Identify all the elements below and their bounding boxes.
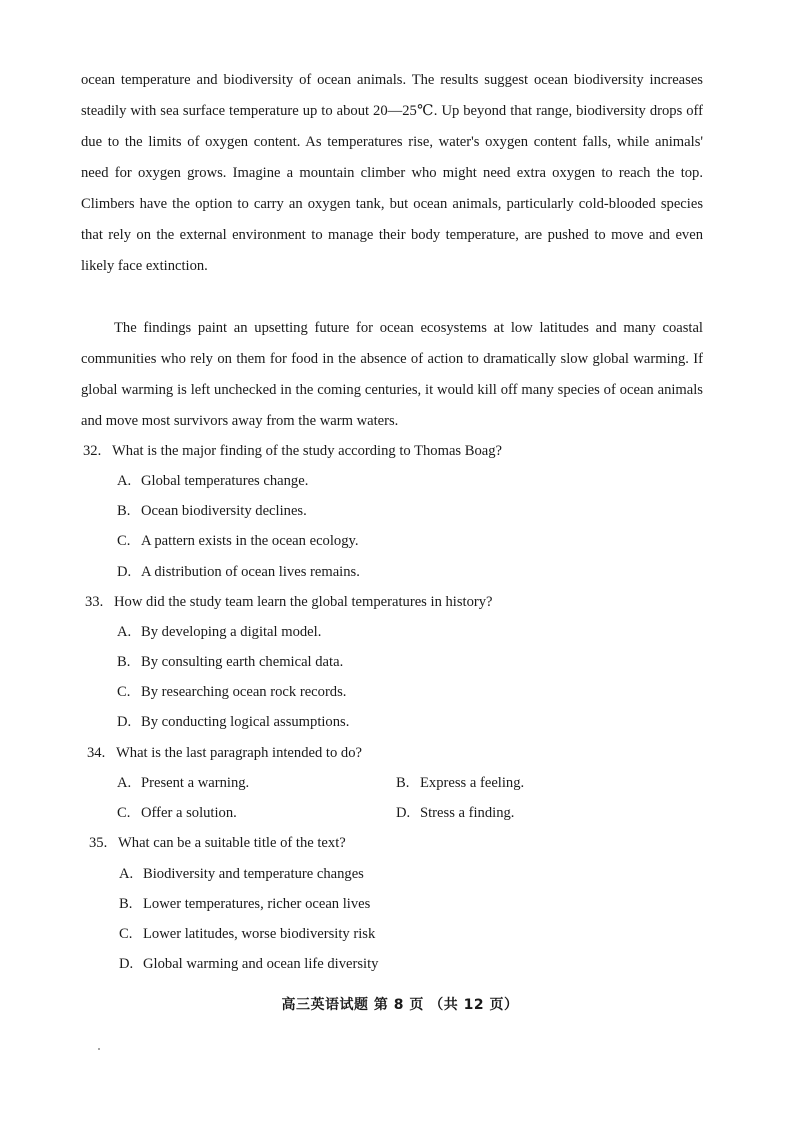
question-text: What is the major finding of the study according to Thomas Boag? [112, 443, 503, 459]
option-letter: A. [117, 775, 132, 791]
option-text: Lower latitudes, worse biodiversity risk [143, 926, 376, 942]
passage-paragraph-2: The findings paint an upsetting future for ocean ecosystems at low latitudes and many coastal communities who rely on them for food in the absence of action to dramatically slow global warming. If global warming is left unchecked in the coming centuries, it would kill off many species of ocean animals and move most survivors away from the warm waters. [81, 320, 703, 429]
option-letter: C. [117, 805, 131, 821]
option-letter: A. [119, 866, 134, 882]
question-34 [87, 738, 362, 768]
option-text: Global temperatures change. [141, 473, 309, 489]
option-letter: A. [117, 624, 132, 640]
question-number: 35. [89, 835, 108, 851]
option-text: Biodiversity and temperature changes [143, 866, 364, 882]
q35-option-d [119, 949, 378, 979]
option-text: By conducting logical assumptions. [141, 714, 350, 730]
option-letter: B. [119, 896, 133, 912]
q34-option-d [396, 798, 514, 828]
option-letter: B. [396, 775, 410, 791]
option-text: Lower temperatures, richer ocean lives [143, 896, 371, 912]
option-letter: B. [117, 503, 131, 519]
option-letter: C. [119, 926, 133, 942]
q34-option-c [117, 798, 237, 828]
q32-option-d [117, 557, 360, 587]
q32-option-a [117, 466, 308, 496]
option-text: A pattern exists in the ocean ecology. [141, 533, 359, 549]
question-number: 33. [85, 594, 104, 610]
question-number: 34. [87, 745, 106, 761]
q33-option-c [117, 677, 346, 707]
option-text: Global warming and ocean life diversity [143, 956, 379, 972]
option-text: Express a feeling. [420, 775, 525, 791]
q33-option-d [117, 707, 349, 737]
option-letter: D. [119, 956, 134, 972]
option-letter: B. [117, 654, 131, 670]
scan-speck [98, 1048, 100, 1050]
question-35 [89, 828, 346, 858]
option-text: By developing a digital model. [141, 624, 322, 640]
option-text: By consulting earth chemical data. [141, 654, 344, 670]
option-letter: A. [117, 473, 132, 489]
q33-option-b [117, 647, 343, 677]
option-letter: D. [117, 564, 132, 580]
option-text: A distribution of ocean lives remains. [141, 564, 360, 580]
option-text: By researching ocean rock records. [141, 684, 347, 700]
option-text: Ocean biodiversity declines. [141, 503, 307, 519]
page-footer: 高三英语试题 第 8 页 （共 12 页） [281, 997, 519, 1013]
option-letter: C. [117, 533, 131, 549]
question-text: How did the study team learn the global temperatures in history? [114, 594, 493, 610]
q35-option-c [119, 919, 375, 949]
question-text: What can be a suitable title of the text? [118, 835, 346, 851]
option-letter: D. [396, 805, 411, 821]
q33-option-a [117, 617, 321, 647]
q32-option-c [117, 526, 359, 556]
option-letter: C. [117, 684, 131, 700]
question-32 [83, 436, 502, 466]
q35-option-a [119, 859, 364, 889]
q35-option-b [119, 889, 370, 919]
option-text: Stress a finding. [420, 805, 515, 821]
q34-option-b [396, 768, 524, 798]
q32-option-b [117, 496, 307, 526]
passage-paragraph-1: ocean temperature and biodiversity of ocean animals. The results suggest ocean biodiversity increases steadily with sea surface temperature up to about 20—25℃. Up beyond that range, biodiversity drops off due to the limits of oxygen content. As temperatures rise, water's oxygen content falls, while animals' need for oxygen grows. Imagine a mountain climber who might need extra oxygen to reach the top. Climbers have the option to carry an oxygen tank, but ocean animals, particularly cold-blooded species that rely on the external environment to manage their body temperature, are pushed to move and even likely face extinction. [81, 72, 703, 274]
q34-option-a [117, 768, 249, 798]
option-text: Present a warning. [141, 775, 250, 791]
question-33 [85, 587, 493, 617]
option-letter: D. [117, 714, 132, 730]
question-number: 32. [83, 443, 102, 459]
question-text: What is the last paragraph intended to do? [116, 745, 362, 761]
option-text: Offer a solution. [141, 805, 237, 821]
